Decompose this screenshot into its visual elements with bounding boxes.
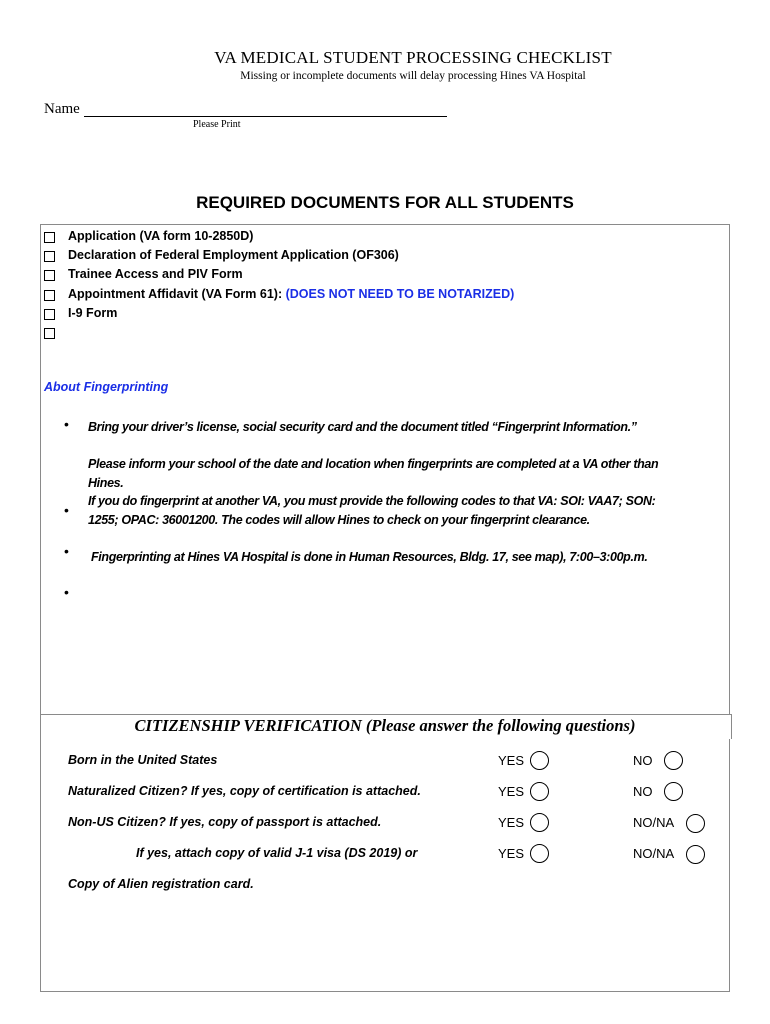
no-radio[interactable] [686, 845, 705, 864]
name-hint: Please Print [193, 119, 241, 130]
yes-label: YES [498, 846, 525, 861]
checklist-item-label: I-9 Form [68, 306, 118, 320]
checkbox[interactable] [44, 290, 55, 301]
bullet-icon: • [64, 502, 69, 518]
bullet-icon: • [64, 584, 69, 600]
no-radio[interactable] [686, 814, 705, 833]
yes-radio[interactable] [530, 844, 549, 863]
yes-radio[interactable] [530, 751, 549, 770]
alien-registration-line: Copy of Alien registration card. [68, 877, 254, 891]
fingerprint-paragraph-line: 1255; OPAC: 36001200. The codes will allow Hines to check on your fingerprint clearance. [88, 513, 590, 527]
checklist-item-text [68, 287, 514, 301]
question-text: If yes, attach copy of valid J-1 visa (DS 2019) or [136, 846, 418, 860]
no-label: NO [633, 753, 653, 768]
page-title: VA MEDICAL STUDENT PROCESSING CHECKLIST [214, 48, 612, 67]
checkbox[interactable] [44, 328, 55, 339]
yes-label: YES [498, 815, 525, 830]
yes-radio[interactable] [530, 782, 549, 801]
page-subtitle: Missing or incomplete documents will delay processing Hines VA Hospital [240, 70, 586, 82]
yes-radio[interactable] [530, 813, 549, 832]
checklist-item-label: Appointment Affidavit (VA Form 61): [68, 287, 283, 301]
bullet-icon: • [64, 543, 69, 559]
no-label: NO/NA [633, 815, 675, 830]
fingerprint-paragraph-line: If you do fingerprint at another VA, you must provide the following codes to that VA: SOI: VAA7; SON: [88, 494, 656, 508]
fingerprinting-heading: About Fingerprinting [44, 380, 169, 394]
checkbox[interactable] [44, 270, 55, 281]
fingerprint-bullet: Fingerprinting at Hines VA Hospital is done in Human Resources, Bldg. 17, see map), 7:00–3:00p.m. [91, 550, 648, 564]
question-text: Non-US Citizen? If yes, copy of passport is attached. [68, 815, 382, 829]
fingerprint-bullet: Bring your driver’s license, social security card and the document titled “Fingerprint Information.” [88, 420, 637, 434]
question-text: Born in the United States [68, 753, 218, 767]
name-field[interactable] [84, 116, 447, 117]
fingerprint-paragraph-line: Please inform your school of the date and location when fingerprints are completed at a VA other than [88, 457, 659, 471]
notarize-note: (DOES NOT NEED TO BE NOTARIZED) [285, 287, 515, 301]
required-documents-heading: REQUIRED DOCUMENTS FOR ALL STUDENTS [196, 193, 574, 212]
checklist-item-label: Declaration of Federal Employment Application (OF306) [68, 248, 399, 262]
no-label: NO [633, 784, 653, 799]
name-label: Name [44, 101, 80, 117]
no-label: NO/NA [633, 846, 675, 861]
checkbox[interactable] [44, 251, 55, 262]
yes-label: YES [498, 784, 525, 799]
checklist-item-label: Application (VA form 10-2850D) [68, 229, 254, 243]
bullet-icon: • [64, 416, 69, 432]
checklist-item-label: Trainee Access and PIV Form [68, 267, 243, 281]
yes-label: YES [498, 753, 525, 768]
citizenship-heading: CITIZENSHIP VERIFICATION (Please answer the following questions) [134, 716, 636, 735]
no-radio[interactable] [664, 782, 683, 801]
checkbox[interactable] [44, 309, 55, 320]
question-text: Naturalized Citizen? If yes, copy of certification is attached. [68, 784, 421, 798]
checkbox[interactable] [44, 232, 55, 243]
no-radio[interactable] [664, 751, 683, 770]
fingerprint-paragraph-line: Hines. [88, 476, 124, 490]
